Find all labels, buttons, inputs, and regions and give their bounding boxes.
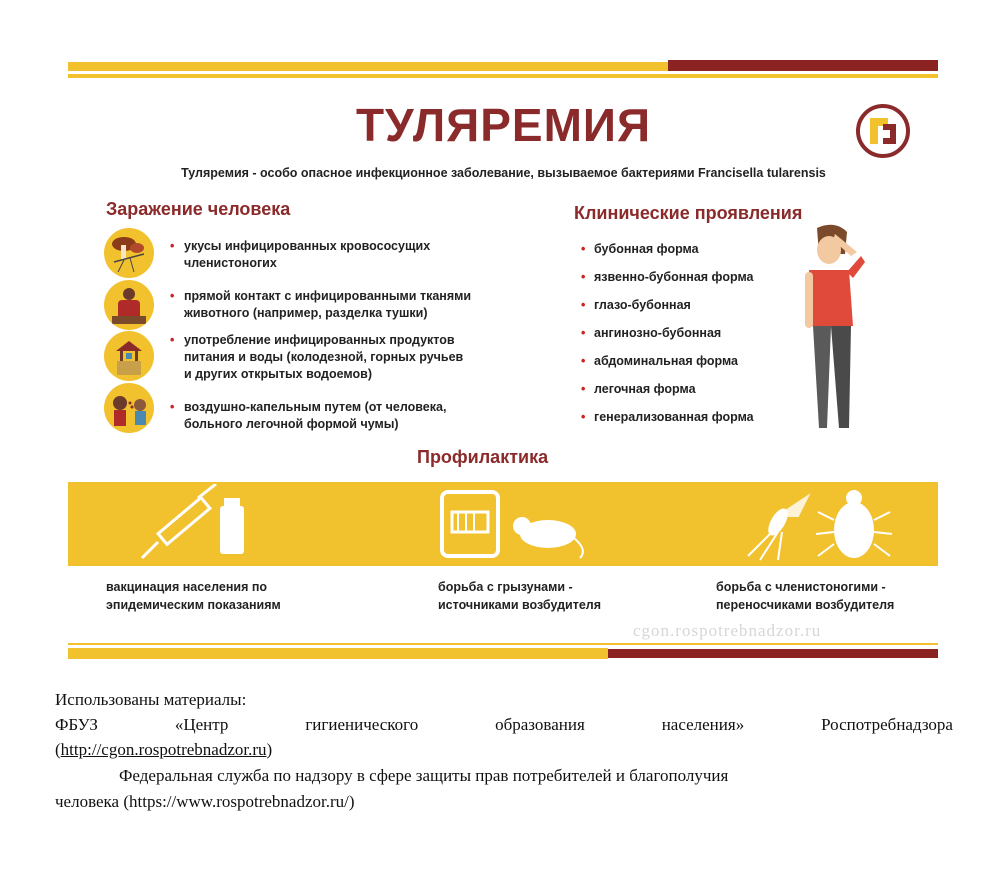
source-2-line-2: человека (https://www.rospotrebnadzor.ru/) — [55, 792, 355, 811]
infection-item-3: • употребление инфицированных продуктов питания и воды (колодезной, горных ручьев и других открытых водоемов) — [184, 332, 463, 383]
clinical-item: • глазо-бубонная — [594, 298, 691, 312]
clinical-item: • бубонная форма — [594, 242, 699, 256]
cgon-link[interactable]: http://cgon.rospotrebnadzor.ru — [60, 740, 267, 759]
prevention-heading: Профилактика — [417, 447, 549, 467]
infection-heading: Заражение человека — [106, 199, 291, 219]
airborne-icon — [104, 383, 154, 433]
bottom-stripe-line — [68, 643, 938, 645]
clinical-item: • легочная форма — [594, 382, 696, 396]
syringe-icon — [136, 484, 256, 564]
sources-label: Использованы материалы: — [55, 690, 247, 709]
source-1-link-line: (http://cgon.rospotrebnadzor.ru) — [55, 740, 273, 759]
clinical-item: • генерализованная форма — [594, 410, 754, 424]
source-2-line-1: Федеральная служба по надзору в сфере защиты прав потребителей и благополучия — [119, 766, 729, 785]
insects-icon — [738, 486, 898, 562]
top-stripe-yellow — [68, 62, 668, 71]
clinical-heading: Клинические проявления — [574, 203, 803, 223]
bottom-stripe-red — [608, 649, 938, 658]
top-stripe-line — [68, 74, 938, 78]
infection-item-4: • воздушно-капельным путем (от человека, больного легочной формой чумы) — [184, 399, 446, 433]
clinical-item: • язвенно-бубонная форма — [594, 270, 753, 284]
sick-person-icon — [795, 222, 875, 432]
top-stripe-red — [668, 60, 938, 71]
rodent-trap-icon — [440, 490, 590, 560]
prevention-item-3: борьба с членистоногими - переносчиками возбудителя — [716, 580, 895, 612]
well-icon — [104, 331, 154, 381]
poster-title: ТУЛЯРЕМИЯ — [355, 99, 652, 151]
prevention-item-1: вакцинация населения по эпидемическим показаниям — [106, 580, 281, 612]
infection-item-1: • укусы инфицированных кровососущих членистоногих — [184, 238, 430, 272]
mosquito-icon — [104, 228, 154, 278]
rospotrebnadzor-logo-icon — [856, 104, 910, 158]
infection-item-2: • прямой контакт с инфицированными тканями животного (например, разделка тушки) — [184, 288, 471, 322]
poster-subtitle: Туляремия - особо опасное инфекционное заболевание, вызываемое бактериями Francisella tularensis — [181, 166, 826, 180]
clinical-item: • абдоминальная форма — [594, 354, 738, 368]
bottom-stripe-yellow — [68, 648, 608, 659]
source-1-line: ФБУЗ «Центр гигиенического образования населения» Роспотребнадзора — [55, 715, 953, 734]
prevention-item-2: борьба с грызунами - источниками возбудителя — [438, 580, 602, 612]
butcher-icon — [104, 280, 154, 330]
clinical-item: • ангинозно-бубонная — [594, 326, 721, 340]
watermark: cgon.rospotrebnadzor.ru — [633, 621, 822, 640]
